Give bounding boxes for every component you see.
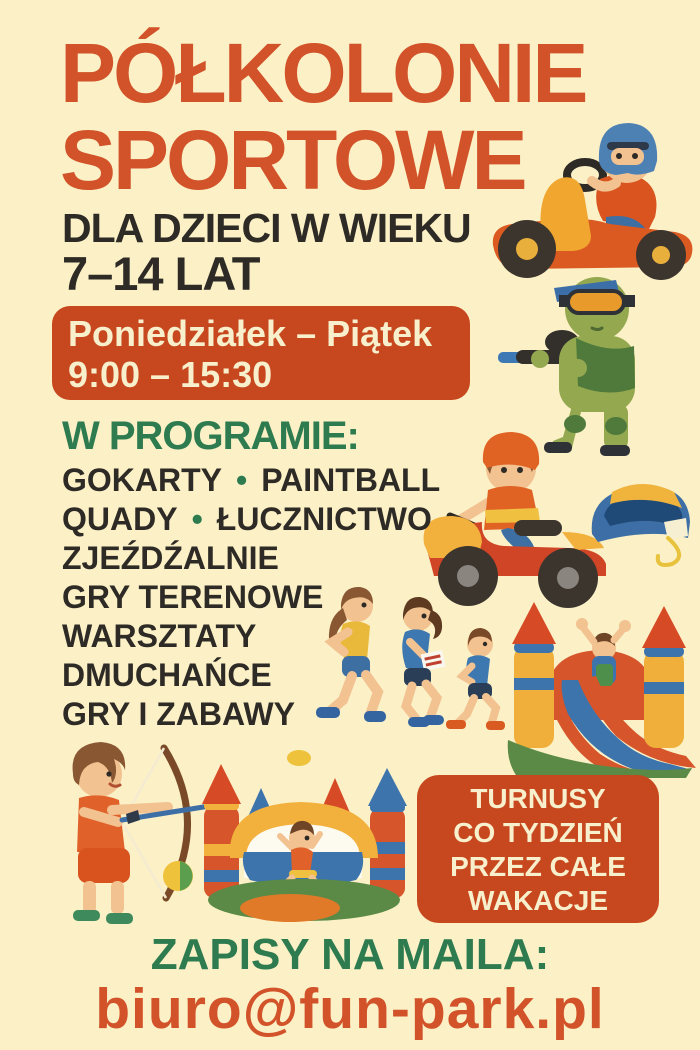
- bullet-separator: •: [236, 462, 248, 498]
- subtitle-age-label: DLA DZIECI W WIEKU: [62, 205, 471, 251]
- two-tone-ball-icon: [160, 858, 196, 894]
- program-item: ŁUCZNICTWO: [216, 501, 432, 537]
- program-line: [62, 695, 440, 734]
- program-item: PAINTBALL: [261, 462, 441, 498]
- helmet-on-ground-icon: [584, 470, 698, 568]
- program-item: ZJEŹDŹALNIE: [62, 540, 279, 576]
- signup-label: ZAPISY NA MAILA:: [150, 930, 550, 979]
- program-item: QUADY: [62, 501, 178, 537]
- title-line-2: SPORTOWE: [60, 113, 525, 207]
- program-item: GOKARTY: [62, 462, 222, 498]
- program-item: DMUCHAŃCE: [62, 657, 272, 693]
- program-line: [62, 656, 440, 695]
- program-line: [62, 617, 440, 656]
- bouncy-castle-slide-icon: [500, 594, 700, 778]
- turnusy-line: CO TYDZIEŃ: [453, 817, 623, 848]
- turnusy-line: WAKACJE: [467, 885, 608, 916]
- title-line-1: PÓŁKOLONIE: [60, 26, 586, 120]
- schedule-badge: [52, 306, 470, 400]
- subtitle-age-range: 7–14 LAT: [62, 247, 260, 300]
- program-line: [62, 461, 440, 500]
- poster-title: [60, 26, 586, 207]
- program-line: [62, 500, 440, 539]
- program-heading: W PROGRAMIE:: [62, 414, 359, 458]
- turnusy-line: TURNUSY: [470, 783, 606, 814]
- bullet-separator: •: [191, 501, 203, 537]
- program-item: GRY TERENOWE: [62, 579, 324, 615]
- program-item: GRY I ZABAWY: [62, 696, 295, 732]
- program-line: [62, 539, 440, 578]
- program-item: WARSZTATY: [62, 618, 257, 654]
- turnusy-badge: [417, 775, 659, 923]
- signup-email: biuro@fun-park.pl: [95, 977, 605, 1041]
- schedule-hours: 9:00 – 15:30: [68, 354, 273, 395]
- turnusy-line: PRZEZ CAŁE: [450, 851, 626, 882]
- bouncy-castle-icon: [196, 748, 414, 924]
- schedule-days: Poniedziałek – Piątek: [68, 313, 433, 354]
- program-list: [62, 461, 440, 734]
- program-line: [62, 578, 440, 617]
